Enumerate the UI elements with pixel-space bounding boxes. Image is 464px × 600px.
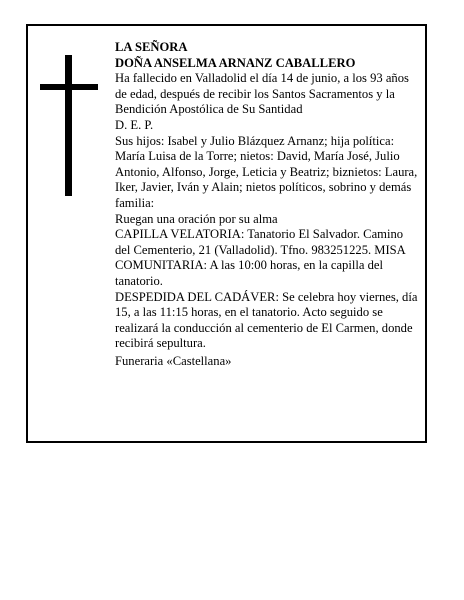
obituary-notice (26, 24, 427, 443)
cross-icon (40, 55, 98, 196)
prayer-request: Ruegan una oración por su alma (115, 211, 278, 226)
farewell-info: DESPEDIDA DEL CADÁVER: Se celebra hoy viernes, día 15, a las 11:15 horas, en el tanatorio. Acto seguido se realizará la conducción al cementerio de El Carmen, donde recibirá sepultura. (115, 289, 418, 351)
cross-vertical-bar (65, 55, 72, 196)
family-list: Sus hijos: Isabel y Julio Blázquez Arnanz; hija política: María Luisa de la Torre; nietos: David, María José, Julio Antonio, Alfonso, Jorge, Leticia y Beatriz; biznietos: Laura, Iker, Javier, Iván y Alain; nietos políticos, sobrino y demás familia: (115, 133, 418, 210)
chapel-info: CAPILLA VELATORIA: Tanatorio El Salvador. Camino del Cementerio, 21 (Valladolid). Tfno. 983251225. MISA COMUNITARIA: A las 10:00 horas, en la capilla del tanatorio. (115, 227, 406, 288)
notice-text-block (115, 40, 421, 369)
dep-line: D. E. P. (115, 117, 154, 132)
funeral-home: Funeraria «Castellana» (115, 353, 232, 368)
deceased-name: DOÑA ANSELMA ARNANZ CABALLERO (115, 55, 356, 70)
notice-heading: LA SEÑORA (115, 40, 188, 54)
cross-horizontal-bar (40, 84, 98, 90)
death-announcement: Ha fallecido en Valladolid el día 14 de junio, a los 93 años de edad, después de recibir los Santos Sacramentos y la Bendición Apostólica de Su Santidad (115, 71, 409, 117)
